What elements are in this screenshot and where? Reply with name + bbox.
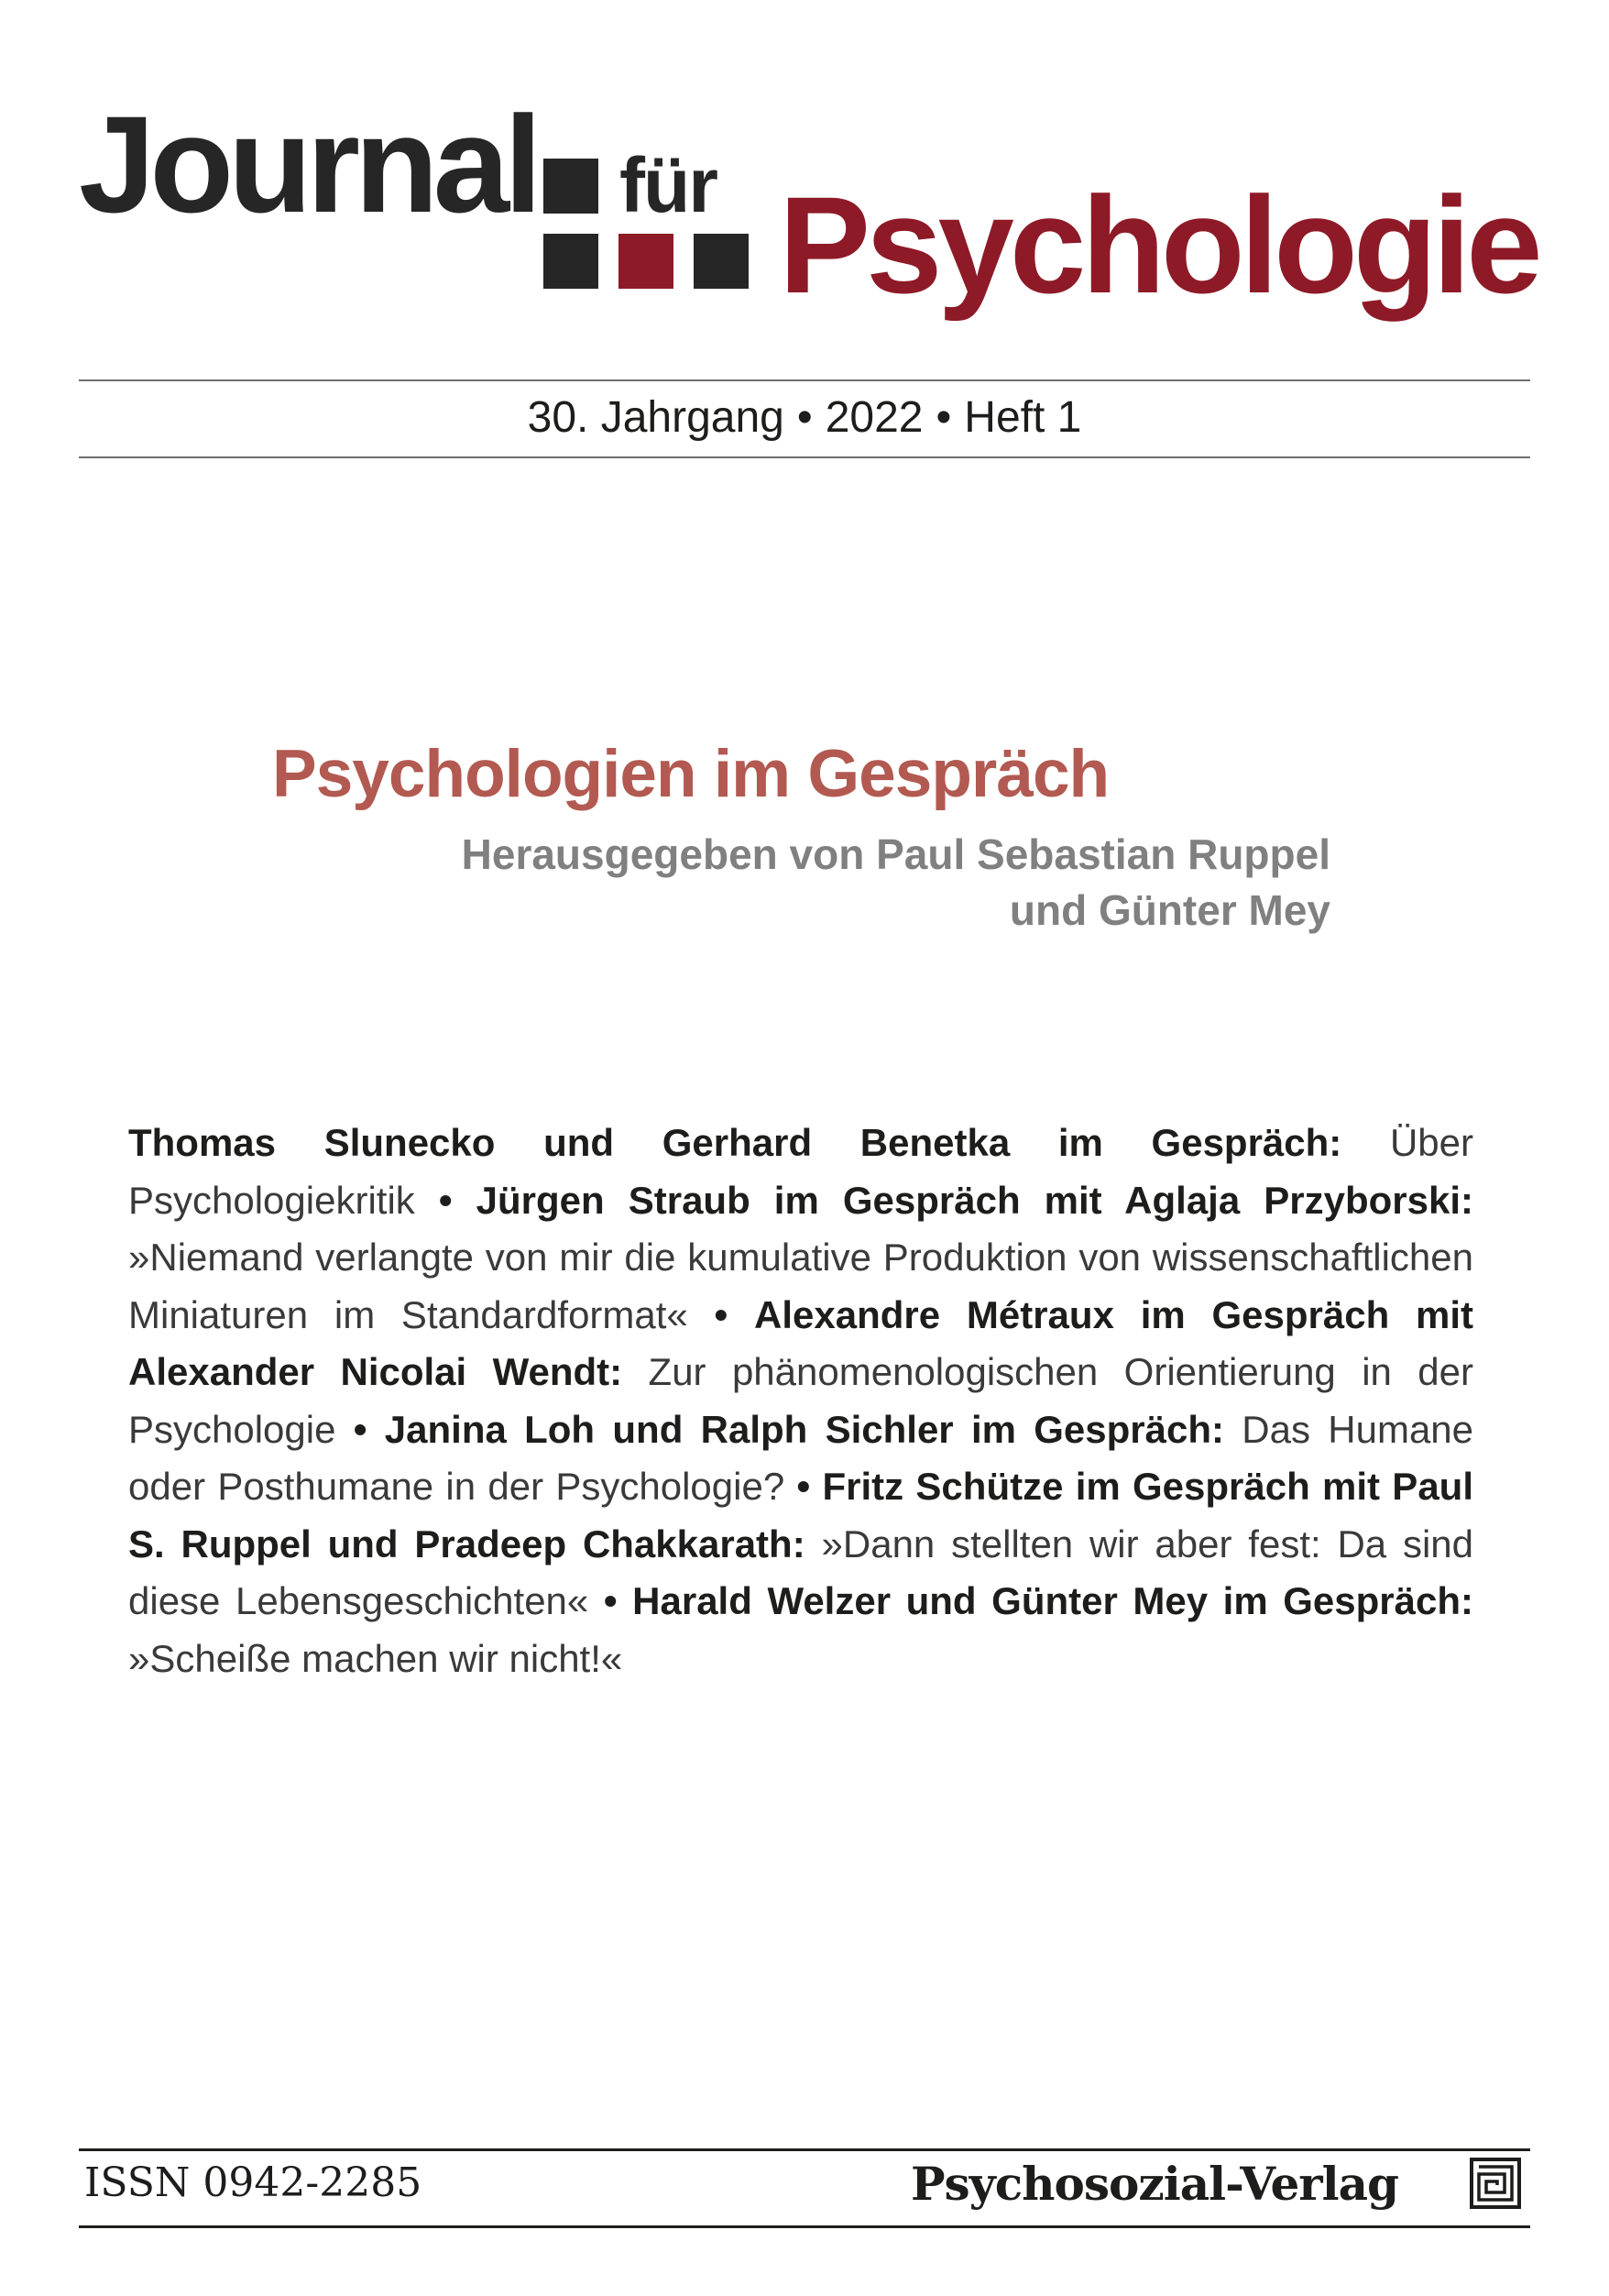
contents-item-bullet: • <box>796 1465 811 1508</box>
contents-item-title: Über Psychologiekritik <box>128 1121 1473 1222</box>
editors-line-2: und Günter Mey <box>1009 886 1330 934</box>
issue-volume: 30. Jahrgang <box>527 393 784 442</box>
contents-item-bullet: • <box>603 1579 618 1622</box>
maze-logo-icon <box>1470 2158 1521 2209</box>
issue-separator: • <box>936 393 952 442</box>
issue-separator: • <box>796 393 813 442</box>
contents-item-title: »Niemand verlangte von mir die kumulative Produktion von wissenschaftlichen Miniaturen im Standardformat« <box>128 1236 1473 1336</box>
masthead-journal: Journal <box>79 87 537 241</box>
masthead-square-bottom-2 <box>618 234 673 289</box>
issue-year: 2022 <box>825 393 924 442</box>
contents-item-title: Zur phänomenologischen Orientierung in der Psychologie <box>128 1350 1473 1451</box>
bottom-rule-upper <box>79 2148 1530 2151</box>
contents-item-authors: Jürgen Straub im Gespräch mit Aglaja Przyborski: <box>476 1178 1474 1222</box>
editors <box>462 827 1330 939</box>
masthead-psychologie: Psychologie <box>779 168 1538 322</box>
contents-item-title: Das Humane oder Posthumane in der Psychologie? <box>128 1407 1474 1508</box>
contents-item-bullet: • <box>714 1292 728 1336</box>
contents-item-authors: Janina Loh und Ralph Sichler im Gespräch: <box>384 1407 1224 1451</box>
masthead-square-bottom-3 <box>694 234 749 289</box>
bottom-rule-lower <box>79 2225 1530 2228</box>
contents-item-authors: Fritz Schütze im Gespräch mit Paul S. Ruppel und Pradeep Chakkarath: <box>128 1465 1474 1565</box>
contents-item-authors: Alexandre Métraux im Gespräch mit Alexander Nicolai Wendt: <box>128 1292 1473 1393</box>
contents-item-title: »Dann stellten wir aber fest: Da sind diese Lebensgeschichten« <box>128 1522 1473 1622</box>
issue-number: Heft 1 <box>964 393 1082 442</box>
issn: ISSN 0942-2285 <box>84 2159 422 2206</box>
contents-item-bullet: • <box>353 1407 367 1451</box>
table-of-contents <box>128 1115 1473 1687</box>
contents-item-title: »Scheiße machen wir nicht!« <box>128 1636 623 1680</box>
top-rule-upper <box>79 379 1530 381</box>
contents-item-authors: Harald Welzer und Günter Mey im Gespräch: <box>632 1579 1473 1622</box>
theme-title: Psychologien im Gespräch <box>272 737 1110 811</box>
masthead-square-top <box>543 159 598 214</box>
top-rule-lower <box>79 456 1530 458</box>
contents-item-bullet: • <box>438 1178 453 1222</box>
issue-info <box>79 393 1530 442</box>
editors-line-1: Herausgegeben von Paul Sebastian Ruppel <box>461 830 1330 878</box>
masthead-fuer: für <box>619 142 717 228</box>
contents-item-authors: Thomas Slunecko und Gerhard Benetka im Gespräch: <box>128 1121 1342 1164</box>
masthead-square-bottom-1 <box>543 234 598 289</box>
publisher-name: Psychosozial-Verlag <box>910 2157 1398 2211</box>
